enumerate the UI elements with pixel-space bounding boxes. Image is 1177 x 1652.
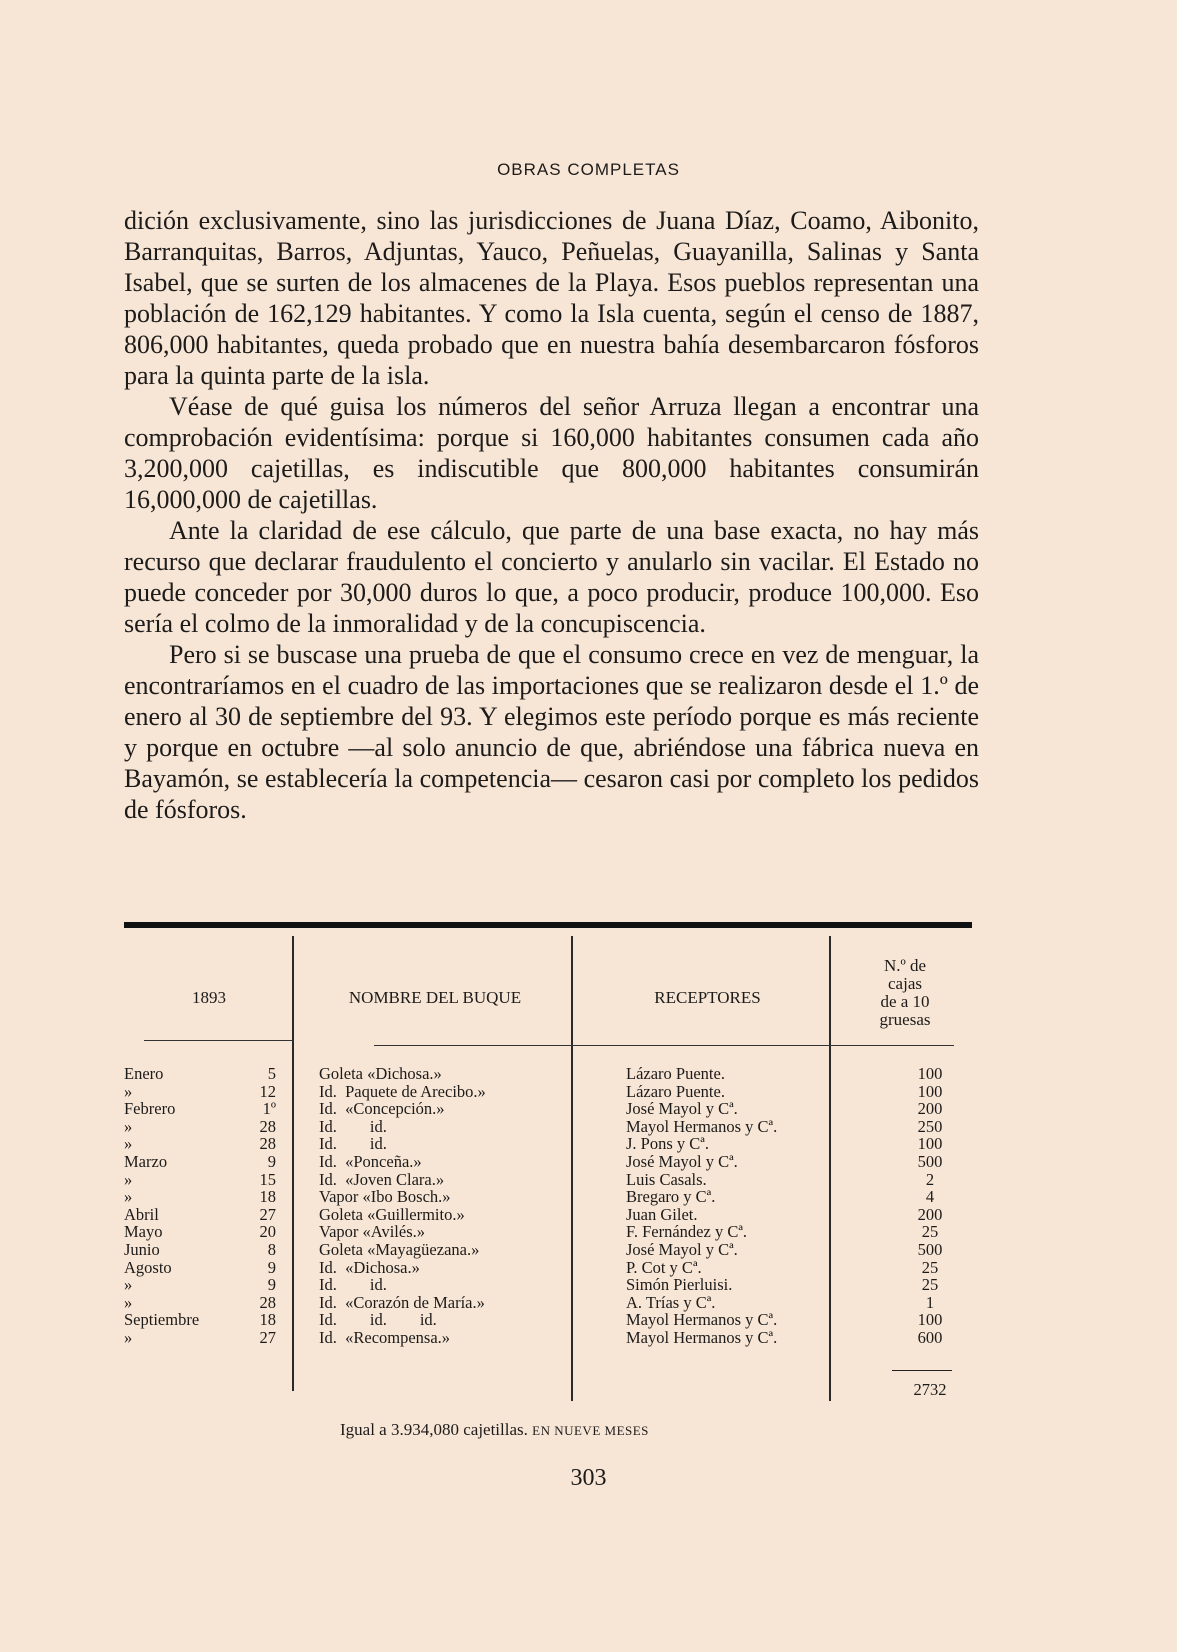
row-ship: Id. Paquete de Arecibo.» [319,1081,486,1101]
row-month: Mayo [124,1222,163,1242]
row-cajas: 100 [917,1134,943,1154]
col-header-year: 1893 [192,988,226,1007]
row-ship: Id. «Corazón de María.» [319,1292,485,1312]
row-month: Junio [124,1240,160,1259]
row-cajas: 4 [925,1187,935,1207]
paragraph: Pero si se buscase una prueba de que el consumo crece en vez de menguar, la encontraríamos en el cuadro de las importaciones que se realizaron desde el 1.º de enero al 30 de septiembre del 93. Y elegimos este período porque es más reciente y porque en octubre —al solo anuncio de que, abriéndose una fábrica nueva en Bayamón, se establecería la competencia— cesaron casi por completo los pedidos de fósforos. [124,640,979,824]
row-receiver: J. Pons y Cª. [626,1134,709,1154]
row-ship: Id. «Joven Clara.» [319,1169,445,1189]
row-receiver: José Mayol y Cª. [626,1099,738,1119]
row-day: 28 [259,1292,276,1312]
row-receiver: Lázaro Puente. [626,1081,725,1101]
row-day: 9 [267,1257,276,1277]
row-ship: Id. id. [319,1134,387,1154]
row-ship: Id. id. id. [319,1310,437,1330]
paragraph: Ante la claridad de ese cálculo, que parte de una base exacta, no hay más recurso que declarar fraudulento el concierto y anularlo sin vacilar. El Estado no puede conceder por 30,000 duros lo que, a poco producir, produce 100,000. Eso sería el colmo de la inmoralidad y de la concupiscencia. [124,516,979,638]
row-month: » [124,1328,133,1347]
row-receiver: A. Trías y Cª. [626,1292,716,1312]
footnote-text: Igual a 3.934,080 cajetillas. [340,1420,528,1439]
row-month: Abril [124,1204,159,1224]
row-receiver: Bregaro y Cª. [626,1187,716,1207]
row-cajas: 250 [917,1116,943,1136]
row-day: 18 [259,1310,276,1330]
paragraph: Véase de qué guisa los números del señor Arruza llegan a encontrar una comprobación evidentísima: porque si 160,000 habitantes consumen cada año 3,200,000 cajetillas, es indiscutible que 800,000 habitantes consumirán 16,000,000 de cajetillas. [124,392,979,514]
row-month: Febrero [124,1099,176,1119]
row-day: 12 [259,1081,276,1101]
row-cajas: 100 [917,1081,943,1101]
row-month: » [124,1081,133,1101]
row-receiver: Lázaro Puente. [626,1064,725,1083]
footnote-smallcaps: EN NUEVE MESES [532,1423,649,1438]
row-month: » [124,1116,133,1136]
row-month: Marzo [124,1152,168,1171]
row-ship: Goleta «Dichosa.» [319,1064,442,1083]
row-receiver: Mayol Hermanos y Cª. [626,1310,778,1330]
row-receiver: José Mayol y Cª. [626,1240,738,1259]
row-day: 9 [267,1275,276,1295]
row-cajas: 1 [925,1292,935,1312]
row-month: Septiembre [124,1310,200,1330]
table-footnote [340,1420,649,1440]
row-ship: Goleta «Mayagüezana.» [319,1240,480,1259]
row-cajas: 500 [917,1152,943,1171]
row-ship: Id. id. [319,1116,387,1136]
row-receiver: Luis Casals. [626,1169,707,1189]
row-day: 28 [259,1116,276,1136]
row-day: 27 [259,1328,276,1347]
row-ship: Vapor «Ibo Bosch.» [319,1187,451,1207]
row-month: » [124,1292,133,1312]
row-ship: Goleta «Guillermito.» [319,1204,465,1224]
row-day: 9 [267,1152,276,1171]
row-day: 5 [267,1064,276,1083]
paragraph: dición exclusivamente, sino las jurisdicciones de Juana Díaz, Coamo, Aibonito, Barranquitas, Barros, Adjuntas, Yauco, Peñuelas, Guayanilla, Salinas y Santa Isabel, que se surten de los almacenes de la Playa. Esos pueblos representan una población de 162,129 habitantes. Y como la Isla cuenta, según el censo de 1887, 806,000 habitantes, queda probado que en nuestra bahía desembarcaron fósforos para la quinta parte de la isla. [124,206,979,390]
row-cajas: 25 [921,1222,939,1242]
row-month: » [124,1275,133,1295]
row-ship: Id. «Concepción.» [319,1099,445,1119]
row-cajas: 100 [917,1310,943,1330]
row-cajas: 200 [917,1204,943,1224]
col-header-cajas-line: cajas [888,974,922,993]
row-cajas: 500 [917,1240,943,1259]
row-day: 27 [259,1204,276,1224]
row-ship: Id. id. [319,1275,387,1295]
row-month: Agosto [124,1257,172,1277]
row-receiver: P. Cot y Cª. [626,1257,702,1277]
row-receiver: Mayol Hermanos y Cª. [626,1328,778,1347]
row-cajas: 25 [921,1257,939,1277]
body-text [124,205,979,825]
row-month: » [124,1169,133,1189]
col-header-cajas [840,957,970,1029]
row-day: 8 [267,1240,276,1259]
row-month: Enero [124,1064,164,1083]
row-day: 15 [259,1169,276,1189]
col-header-cajas-line: gruesas [879,1010,931,1029]
header-rule [374,1045,954,1046]
row-receiver: Mayol Hermanos y Cª. [626,1116,778,1136]
table-top-rule [124,922,972,928]
row-receiver: F. Fernández y Cª. [626,1222,748,1242]
row-receiver: José Mayol y Cª. [626,1152,738,1171]
row-cajas: 100 [917,1064,943,1083]
row-receiver: Simón Pierluisi. [626,1275,733,1295]
col-header-cajas-line: de a 10 [880,992,930,1011]
row-day: 20 [259,1222,276,1242]
row-cajas: 2 [925,1169,935,1189]
row-day: 1º [262,1099,276,1119]
row-day: 28 [259,1134,276,1154]
row-day: 18 [259,1187,276,1207]
row-ship: Id. «Recompensa.» [319,1328,451,1347]
row-month: » [124,1187,133,1207]
row-ship: Id. «Ponceña.» [319,1152,422,1171]
row-cajas: 600 [917,1328,943,1347]
col-header-ship: NOMBRE DEL BUQUE [348,988,522,1007]
col-header-cajas-line: N.º de [883,956,927,975]
row-cajas: 25 [921,1275,939,1295]
page-number: 303 [570,1465,607,1491]
row-month: » [124,1134,133,1154]
row-receiver: Juan Gilet. [626,1204,698,1224]
row-ship: Vapor «Avilés.» [319,1222,426,1242]
total-cajas: 2732 [913,1380,947,1399]
running-header: OBRAS COMPLETAS [497,160,680,179]
header-rule [144,1040,294,1041]
row-ship: Id. «Dichosa.» [319,1257,420,1277]
col-header-receivers: RECEPTORES [654,988,761,1007]
total-rule [892,1370,952,1371]
row-cajas: 200 [917,1099,943,1119]
